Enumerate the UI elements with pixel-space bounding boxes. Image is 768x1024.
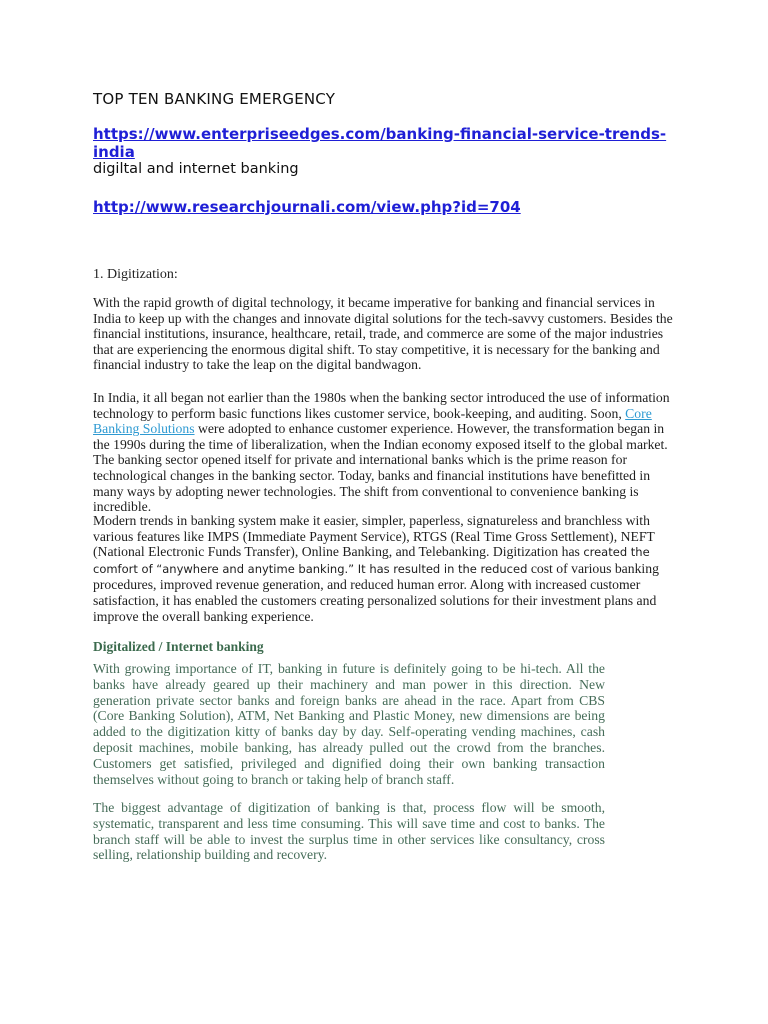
paragraph-digital-growth: With the rapid growth of digital technology, it became imperative for banking and financial services in India to keep up with the changes and innovate digital solutions for the tech-savvy customers. Besides the financial institutions, insurance, healthcare, retail, trade, and commerce are some of the major industries that are experiencing the enormous digital shift. To stay competitive, it is necessary for the banking and financial industry to take the leap on the digital bandwagon. — [93, 295, 673, 373]
researchjournali-link[interactable]: http://www.researchjournali.com/view.php?id=704 — [93, 198, 521, 216]
paragraph-hi-tech-banking: With growing importance of IT, banking in future is definitely going to be hi-tech. All the banks have already geared up their machinery and man power in this direction. New generation private sector banks and foreign banks are ahead in the race. Apart from CBS (Core Banking Solution), ATM, Net Banking and Plastic Money, new dimensions are being added to the digitization kitty of banks day by day. Self-operating vending machines, cash deposit machines, mobile banking, has already pulled out the crowd from the branches. Customers get satisfied, privileged and dignified doing their own banking transaction themselves without going to branch or taking help of branch staff. — [93, 661, 605, 787]
paragraph-modern-trends-text-end: cost of various banking procedures, improved revenue generation, and reduced human error. Along with increased customer satisfaction, it has enabled the customers creating personalized solutions for their investment plans and improve the overall banking experience. — [93, 560, 659, 624]
paragraph-india-history-text-end: were adopted to enhance customer experience. However, the transformation began in the 1990s during the time of liberalization, when the Indian economy exposed itself to the global market. The banking sector opened itself for private and international banks which is the prime reason for technological changes in the banking sector. Today, banks and financial institutions have benefitted in many ways by adopting newer technologies. The shift from conventional to convenience banking is incredible. — [93, 421, 668, 515]
document-heading: TOP TEN BANKING EMERGENCY — [93, 90, 336, 108]
document-subheading: digiltal and internet banking — [93, 161, 299, 177]
list-item-digitization: 1. Digitization: — [93, 267, 178, 282]
paragraph-modern-trends-text-start: Modern trends in banking system make it easier, simpler, paperless, signatureless and branchless with various features like IMPS (Immediate Payment Service), RTGS (Real Time Gross Settlement), NEFT (National Electronic Funds Transfer), Online Banking, and Telebanking. Digitization has — [93, 513, 655, 560]
paragraph-india-history-text-start: In India, it all began not earlier than the 1980s when the banking sector introduced the use of information technology to perform basic functions likes customer service, book-keeping, and auditing. Soon, — [93, 390, 670, 421]
core-banking-solutions-link[interactable]: Core Banking Solutions — [93, 405, 652, 437]
paragraph-digitization-advantage: The biggest advantage of digitization of banking is that, process flow will be smooth, systematic, transparent and less time consuming. This will save time and cost to banks. The branch staff will be able to invest the surplus time in other services like consultancy, cross selling, relationship building and recovery. — [93, 800, 605, 863]
section-heading-internet-banking: Digitalized / Internet banking — [93, 639, 264, 654]
paragraph-modern-trends — [93, 513, 677, 624]
paragraph-india-history — [93, 390, 677, 515]
paragraph-modern-trends-quote: created the comfort of “anywhere and anytime banking.” It has resulted in the reduced — [93, 545, 650, 576]
enterpriseedges-link[interactable]: https://www.enterpriseedges.com/banking-financial-service-trends-india — [93, 125, 667, 161]
